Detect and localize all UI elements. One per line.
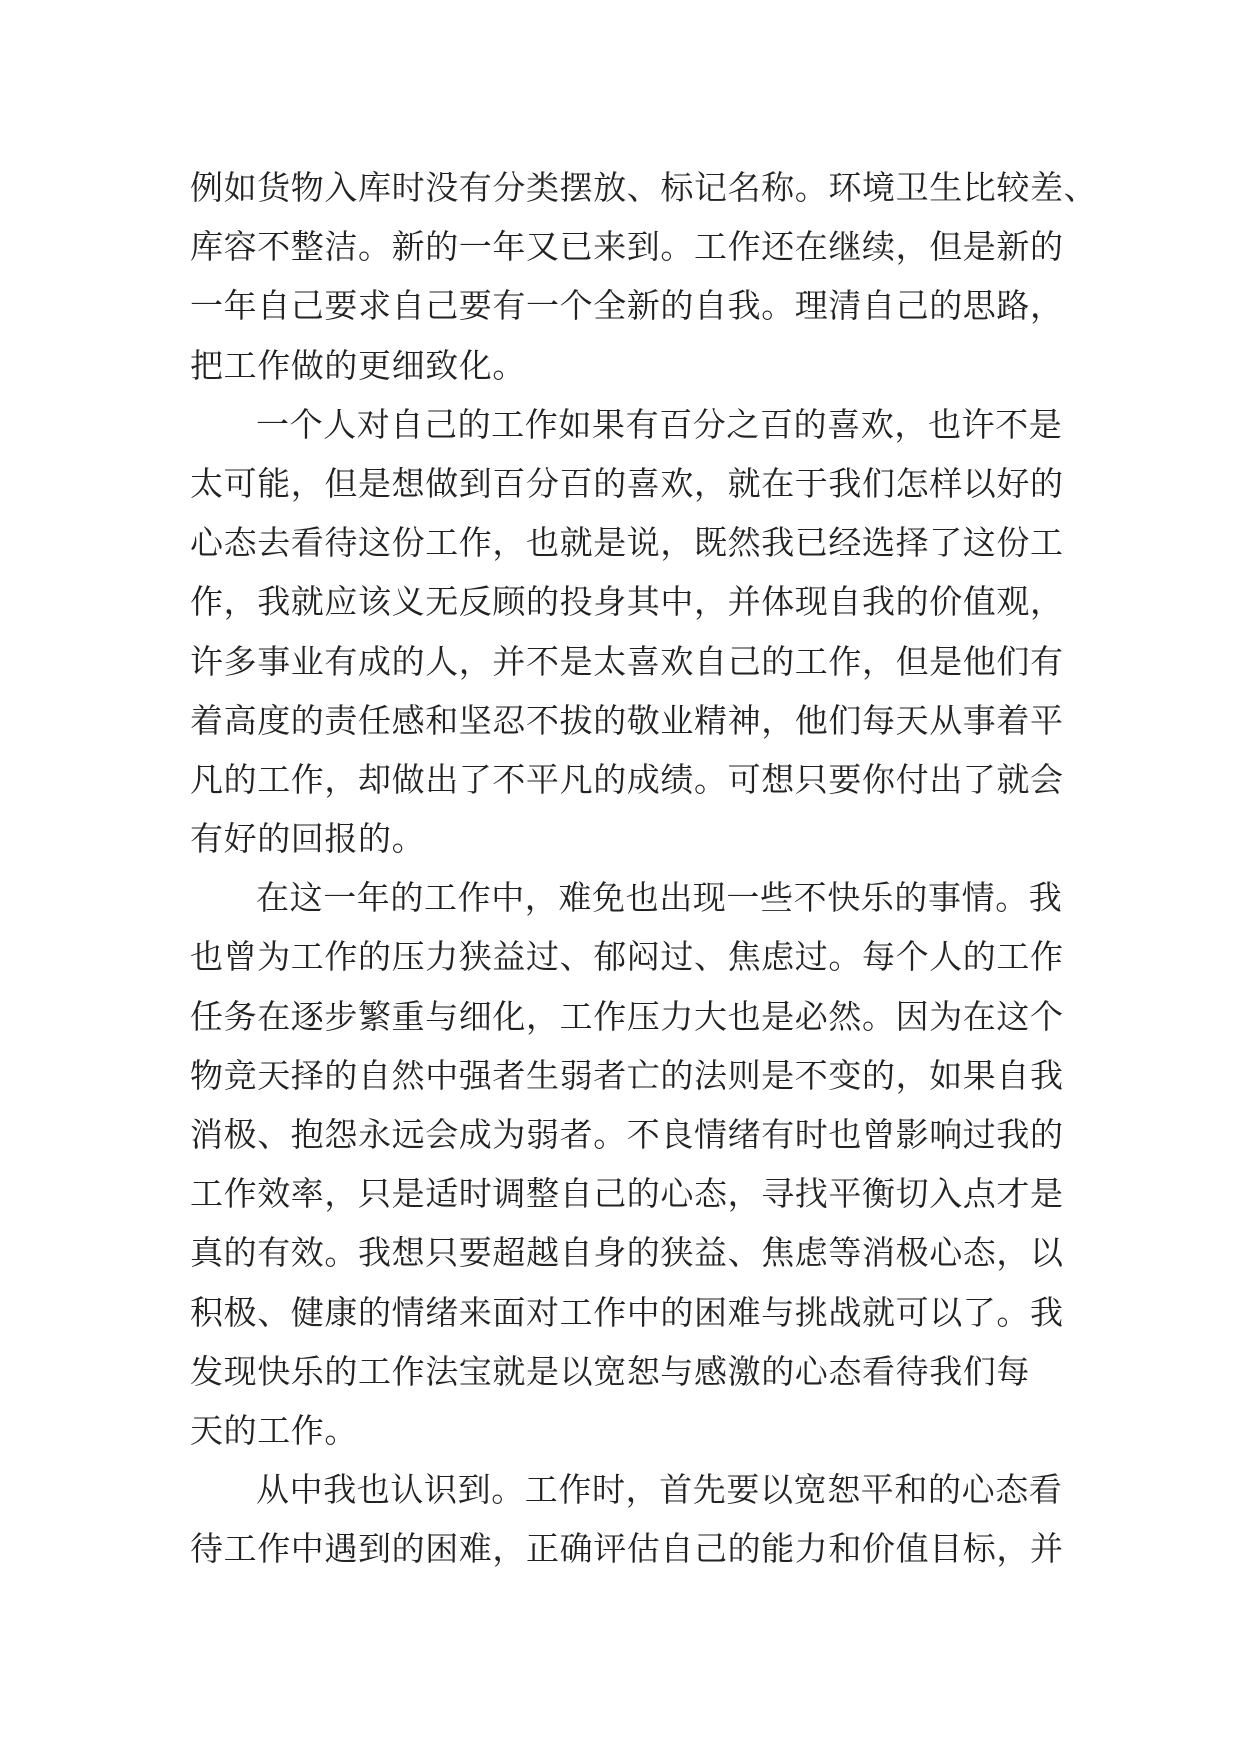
paragraph-line: 太可能，但是想做到百分百的喜欢，就在于我们怎样以好的 (190, 463, 1064, 503)
paragraph-line: 任务在逐步繁重与细化，工作压力大也是必然。因为在这个 (190, 996, 1064, 1036)
paragraph-line: 积极、健康的情绪来面对工作中的困难与挑战就可以了。我 (190, 1292, 1064, 1332)
paragraph-1 (190, 158, 1098, 395)
paragraph-line: 一个人对自己的工作如果有百分之百的喜欢，也许不是 (256, 404, 1063, 444)
paragraph-line: 作，我就应该义无反顾的投身其中，并体现自我的价值观， (190, 582, 1064, 622)
paragraph-4 (190, 1460, 1070, 1578)
paragraph-line: 真的有效。我想只要超越自身的狭益、焦虑等消极心态，以 (190, 1233, 1064, 1273)
paragraph-line: 天的工作。 (190, 1410, 358, 1450)
paragraph-line: 例如货物入库时没有分类摆放、标记名称。环境卫生比较差、 (190, 168, 1098, 207)
paragraph-line: 在这一年的工作中，难免也出现一些不快乐的事情。我 (256, 878, 1063, 918)
paragraph-line: 许多事业有成的人，并不是太喜欢自己的工作，但是他们有 (190, 641, 1064, 681)
paragraph-line: 着高度的责任感和坚忍不拔的敬业精神，他们每天从事着平 (190, 700, 1064, 740)
paragraph-2 (190, 395, 1070, 869)
paragraph-line: 工作效率，只是适时调整自己的心态，寻找平衡切入点才是 (190, 1174, 1064, 1214)
paragraph-line: 物竞天择的自然中强者生弱者亡的法则是不变的，如果自我 (190, 1055, 1064, 1095)
paragraph-line: 库容不整洁。新的一年又已来到。工作还在继续，但是新的 (190, 227, 1064, 267)
paragraph-line: 也曾为工作的压力狭益过、郁闷过、焦虑过。每个人的工作 (190, 937, 1064, 977)
paragraph-line: 把工作做的更细致化。 (190, 345, 526, 385)
paragraph-line: 有好的回报的。 (190, 819, 426, 859)
paragraph-line: 消极、抱怨永远会成为弱者。不良情绪有时也曾影响过我的 (190, 1115, 1064, 1154)
paragraph-line: 发现快乐的工作法宝就是以宽恕与感激的心态看待我们每 (190, 1351, 1030, 1391)
paragraph-line: 凡的工作，却做出了不平凡的成绩。可想只要你付出了就会 (190, 759, 1064, 799)
document-body (190, 158, 1098, 1579)
paragraph-3 (190, 868, 1070, 1460)
paragraph-line: 一年自己要求自己要有一个全新的自我。理清自己的思路， (190, 286, 1064, 326)
paragraph-line: 心态去看待这份工作，也就是说，既然我已经选择了这份工 (190, 523, 1064, 563)
paragraph-line: 待工作中遇到的困难，正确评估自己的能力和价值目标，并 (190, 1529, 1064, 1569)
paragraph-line: 从中我也认识到。工作时，首先要以宽恕平和的心态看 (256, 1470, 1063, 1510)
